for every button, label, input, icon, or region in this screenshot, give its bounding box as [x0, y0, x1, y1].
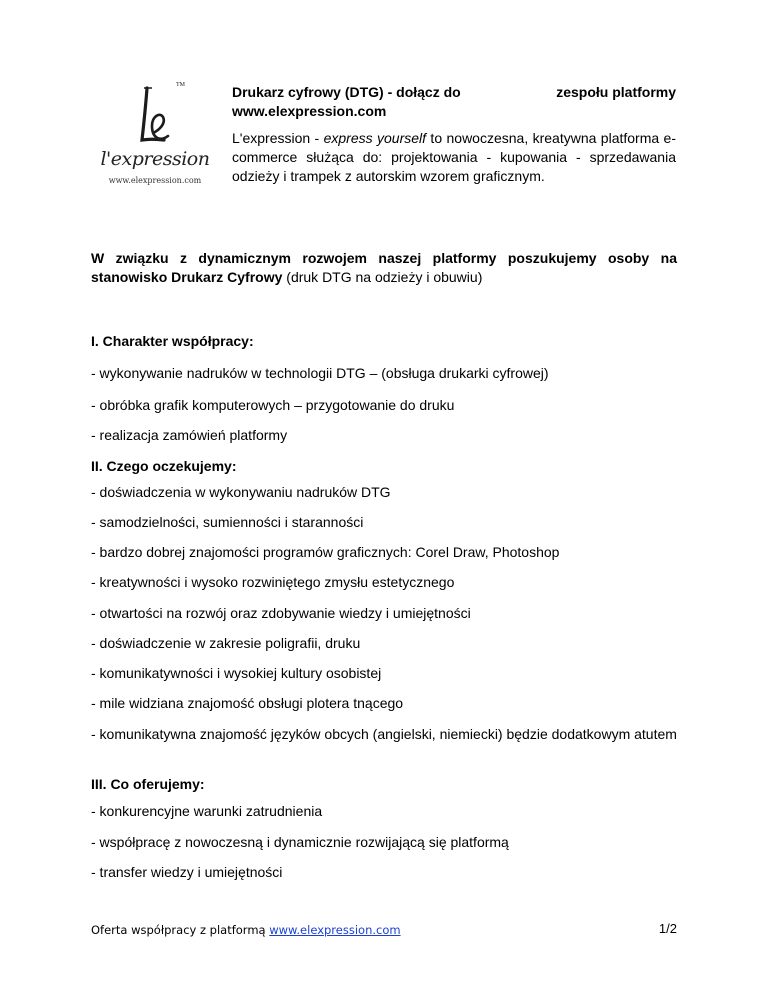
list-item: - obróbka grafik komputerowych – przygotowanie do druku [91, 397, 455, 413]
footer-link[interactable]: www.elexpression.com [269, 923, 401, 937]
company-logo [100, 82, 210, 194]
lead-normal: (druk DTG na odzieży i obuwiu) [282, 269, 483, 285]
list-item: - transfer wiedzy i umiejętności [91, 864, 283, 880]
list-item: - bardzo dobrej znajomości programów graficznych: Corel Draw, Photoshop [91, 544, 560, 560]
list-item: - otwartości na rozwój oraz zdobywanie wiedzy i umiejętności [91, 605, 471, 621]
list-item: - wykonywanie nadruków w technologii DTG – (obsługa drukarki cyfrowej) [91, 365, 549, 381]
list-item: - kreatywności i wysoko rozwiniętego zmysłu estetycznego [91, 574, 455, 590]
list-item: - samodzielności, sumienności i staranności [91, 514, 364, 530]
page-number: 1/2 [658, 921, 677, 936]
list-item: - komunikatywna znajomość języków obcych (angielski, niemiecki) będzie dodatkowym atutem [91, 726, 677, 742]
intro-prefix: L'expression - [232, 130, 324, 146]
list-item: - doświadczenie w zakresie poligrafii, druku [91, 635, 361, 651]
logo-url: www.elexpression.com [108, 176, 202, 185]
list-item: - konkurencyjne warunki zatrudnienia [91, 803, 323, 819]
title-part-1: Drukarz cyfrowy (DTG) - dołącz do [232, 84, 461, 100]
list-item: - współpracę z nowoczesną i dynamicznie rozwijającą się platformą [91, 834, 509, 850]
title-line-2: www.elexpression.com [232, 103, 387, 119]
section-heading-offer: III. Co oferujemy: [91, 776, 205, 792]
section-heading-cooperation: I. Charakter współpracy: [91, 333, 254, 349]
logo-wordmark: l'expression [100, 148, 210, 170]
title-part-2: zespołu platformy [556, 84, 676, 100]
intro-paragraph [232, 129, 676, 186]
intro-rest: to nowoczesna, kreatywna platforma e-commerce służąca do: projektowania - kupowania - sprzedawania odzieży i trampek z autorskim wzorem graficznym. [232, 130, 676, 184]
list-item: - realizacja zamówień platformy [91, 427, 288, 443]
logo-monogram-icon [100, 82, 210, 152]
footer-text: Oferta współpracy z platformą [91, 923, 270, 937]
lead-paragraph [91, 249, 677, 287]
list-item: - doświadczenia w wykonywaniu nadruków DTG [91, 484, 391, 500]
document-title [232, 83, 676, 121]
page-footer [91, 922, 401, 938]
list-item: - mile widziana znajomość obsługi plotera tnącego [91, 695, 404, 711]
list-item: - komunikatywności i wysokiej kultury osobistej [91, 665, 382, 681]
lead-bold: W związku z dynamicznym rozwojem naszej platformy poszukujemy osoby na stanowisko Drukarz Cyfrowy [91, 250, 677, 285]
trademark-symbol: TM [176, 82, 185, 88]
intro-slogan: express yourself [323, 130, 427, 146]
section-heading-expectations: II. Czego oczekujemy: [91, 458, 237, 474]
